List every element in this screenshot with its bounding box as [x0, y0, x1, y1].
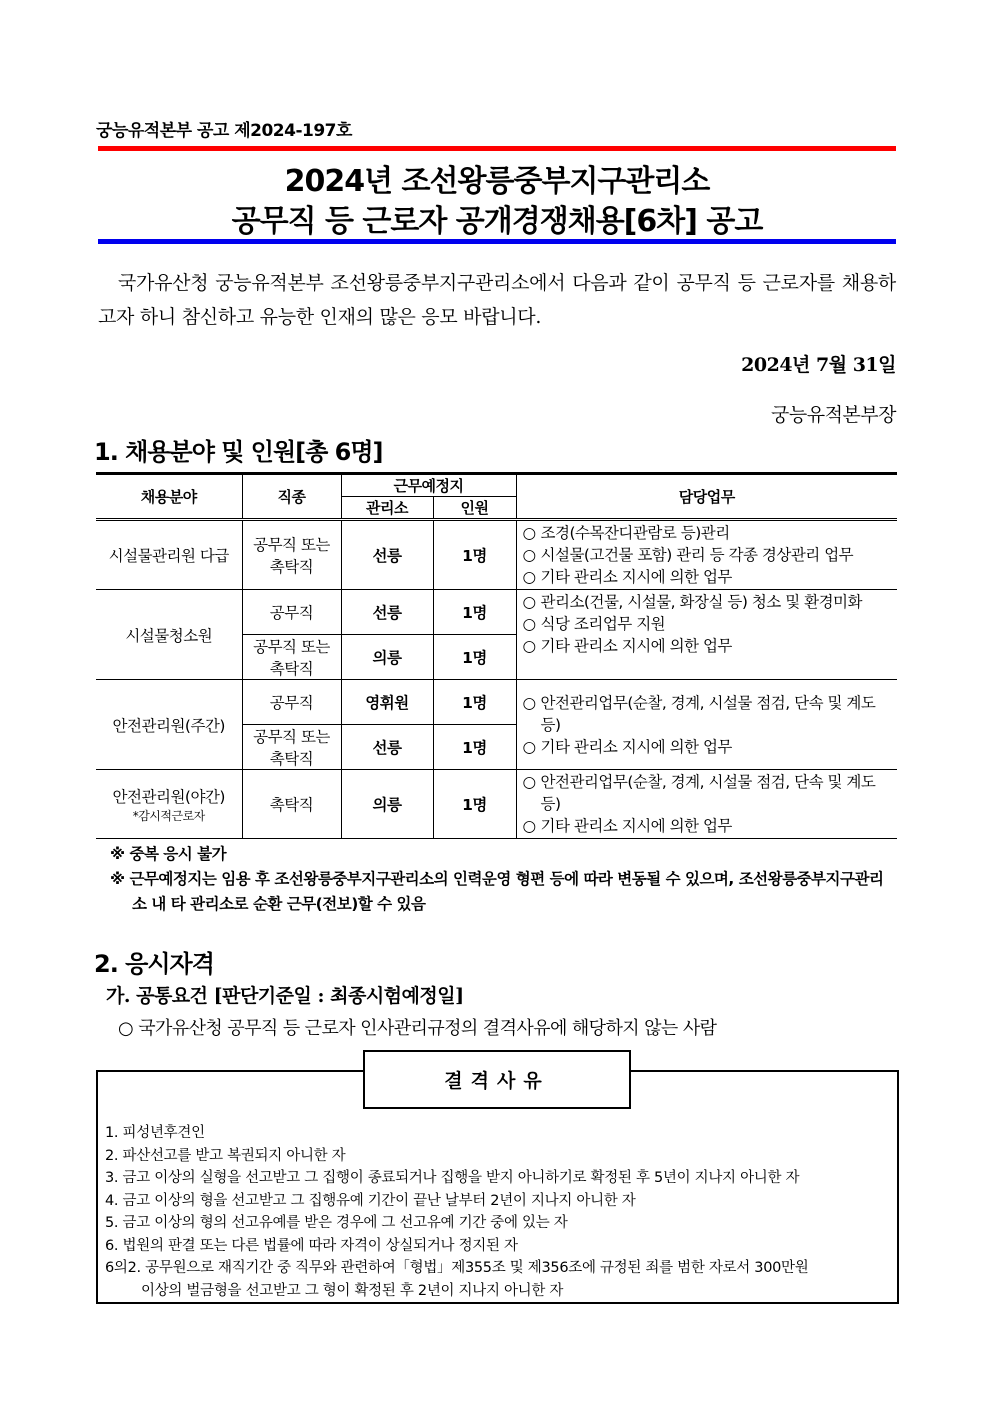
- field-cell: 시설물관리원 다급: [96, 520, 242, 590]
- table-row: [96, 770, 897, 839]
- disqualification-label: 결격사유: [363, 1050, 631, 1109]
- duties-cell: ○ 관리소(건물, 시설물, 화장실 등) 청소 및 환경미화 ○ 식당 조리업무 지원 ○ 기타 관리소 지시에 의한 업무: [516, 590, 897, 680]
- bullet-icon: ○: [522, 593, 536, 611]
- job-type-cell: 공무직 또는 촉탁직: [242, 520, 341, 590]
- office-cell: 선릉: [341, 520, 433, 590]
- bullet-icon: ○: [522, 773, 536, 791]
- bullet-icon: ○: [522, 817, 536, 835]
- duties-cell: ○ 조경(수목잔디관람로 등)관리 ○ 시설물(고건물 포함) 관리 등 각종 경상관리 업무 ○ 기타 관리소 지시에 의한 업무: [516, 520, 897, 590]
- header-count: 인원: [433, 497, 516, 520]
- job-type-cell: 촉탁직: [242, 770, 341, 839]
- header-workplace: 근무예정지: [341, 474, 516, 497]
- field-cell: 안전관리원(주간): [96, 680, 242, 770]
- bullet-icon: ○: [522, 546, 536, 564]
- recruitment-table: [96, 472, 897, 839]
- office-cell: 의릉: [341, 635, 433, 680]
- duties-cell: ○ 안전관리업무(순찰, 경계, 시설물 점검, 단속 및 계도 등) ○ 기타 관리소 지시에 의한 업무: [516, 770, 897, 839]
- field-cell: 안전관리원(야간) *감시적근로자: [96, 770, 242, 839]
- bullet-icon: ○: [522, 524, 536, 542]
- duties-cell: ○ 안전관리업무(순찰, 경계, 시설물 점검, 단속 및 계도 등) ○ 기타 관리소 지시에 의한 업무: [516, 680, 897, 770]
- list-item: 6의2. 공무원으로 재직기간 중 직무와 관련하여「형법」제355조 및 제356조에 규정된 죄를 범한 자로서 300만원: [105, 1260, 809, 1276]
- job-type-cell: 공무직 또는 촉탁직: [242, 725, 341, 770]
- list-item: 6. 법원의 판결 또는 다른 법률에 따라 자격이 상실되거나 정지된 자: [105, 1237, 518, 1254]
- disqualification-list: [105, 1122, 891, 1302]
- count-cell: 1명: [433, 725, 516, 770]
- bullet-icon: ○: [522, 568, 536, 586]
- table-row: [96, 680, 897, 725]
- list-item: 1. 피성년후견인: [105, 1125, 205, 1141]
- count-cell: 1명: [433, 770, 516, 839]
- notice-number: 궁능유적본부 공고 제2024-197호: [96, 121, 352, 141]
- common-requirements-heading: 가. 공통요건 [판단기준일 : 최종시험예정일]: [106, 985, 464, 1007]
- header-field: 채용분야: [96, 474, 242, 520]
- header-duties: 담당업무: [516, 474, 897, 520]
- table-row: [96, 590, 897, 635]
- header-office: 관리소: [341, 497, 433, 520]
- office-cell: 의릉: [341, 770, 433, 839]
- list-item: 4. 금고 이상의 형을 선고받고 그 집행유예 기간이 끝난 날부터 2년이 지나지 아니한 자: [105, 1192, 636, 1209]
- field-note: *감시적근로자: [132, 808, 205, 823]
- section-1-heading: 1. 채용분야 및 인원[총 6명]: [94, 438, 383, 466]
- list-item: 2. 파산선고를 받고 복권되지 아니한 자: [105, 1147, 346, 1164]
- section-1-notes: [110, 842, 896, 917]
- header-job-type: 직종: [242, 474, 341, 520]
- bullet-icon: ○: [522, 637, 536, 655]
- count-cell: 1명: [433, 590, 516, 635]
- table-row: [96, 520, 897, 590]
- list-item-continuation: 이상의 벌금형을 선고받고 그 형이 확정된 후 2년이 지나지 아니한 자: [141, 1282, 564, 1299]
- count-cell: 1명: [433, 635, 516, 680]
- list-item: 5. 금고 이상의 형의 선고유예를 받은 경우에 그 선고유예 기간 중에 있는 자: [105, 1215, 568, 1231]
- count-cell: 1명: [433, 520, 516, 590]
- office-cell: 영휘원: [341, 680, 433, 725]
- page-title-line1: 2024년 조선왕릉중부지구관리소: [284, 164, 710, 199]
- job-type-cell: 공무직: [242, 680, 341, 725]
- note-workplace-change: ※ 근무예정지는 임용 후 조선왕릉중부지구관리소의 인력운영 형편 등에 따라 변동될 수 있으며, 조선왕릉중부지구관리소 내 타 관리소로 순환 근무(전보)할 수 있음: [110, 870, 884, 913]
- job-type-cell: 공무직: [242, 590, 341, 635]
- list-item: 3. 금고 이상의 실형을 선고받고 그 집행이 종료되거나 집행을 받지 아니하기로 확정된 후 5년이 지나지 아니한 자: [105, 1170, 800, 1186]
- page-title-line2: 공무직 등 근로자 공개경쟁채용[6차] 공고: [231, 204, 763, 239]
- note-no-duplicate: ※ 중복 응시 불가: [110, 845, 227, 863]
- blue-divider: [98, 239, 896, 244]
- requirement-item: ○ 국가유산청 공무직 등 근로자 인사관리규정의 결격사유에 해당하지 않는 사람: [118, 1018, 717, 1039]
- bullet-icon: ○: [522, 737, 536, 756]
- announcement-date: 2024년 7월 31일: [741, 354, 896, 376]
- red-divider: [98, 146, 896, 151]
- office-cell: 선릉: [341, 590, 433, 635]
- office-cell: 선릉: [341, 725, 433, 770]
- job-type-cell: 공무직 또는 촉탁직: [242, 635, 341, 680]
- count-cell: 1명: [433, 680, 516, 725]
- field-cell: 시설물청소원: [96, 590, 242, 680]
- issuer: 궁능유적본부장: [771, 404, 896, 426]
- section-2-heading: 2. 응시자격: [94, 950, 214, 978]
- bullet-icon: ○: [522, 615, 536, 633]
- intro-paragraph: 국가유산청 궁능유적본부 조선왕릉중부지구관리소에서 다음과 같이 공무직 등 근로자를 채용하고자 하니 참신하고 유능한 인재의 많은 응모 바랍니다.: [98, 272, 896, 328]
- bullet-icon: ○: [522, 693, 536, 712]
